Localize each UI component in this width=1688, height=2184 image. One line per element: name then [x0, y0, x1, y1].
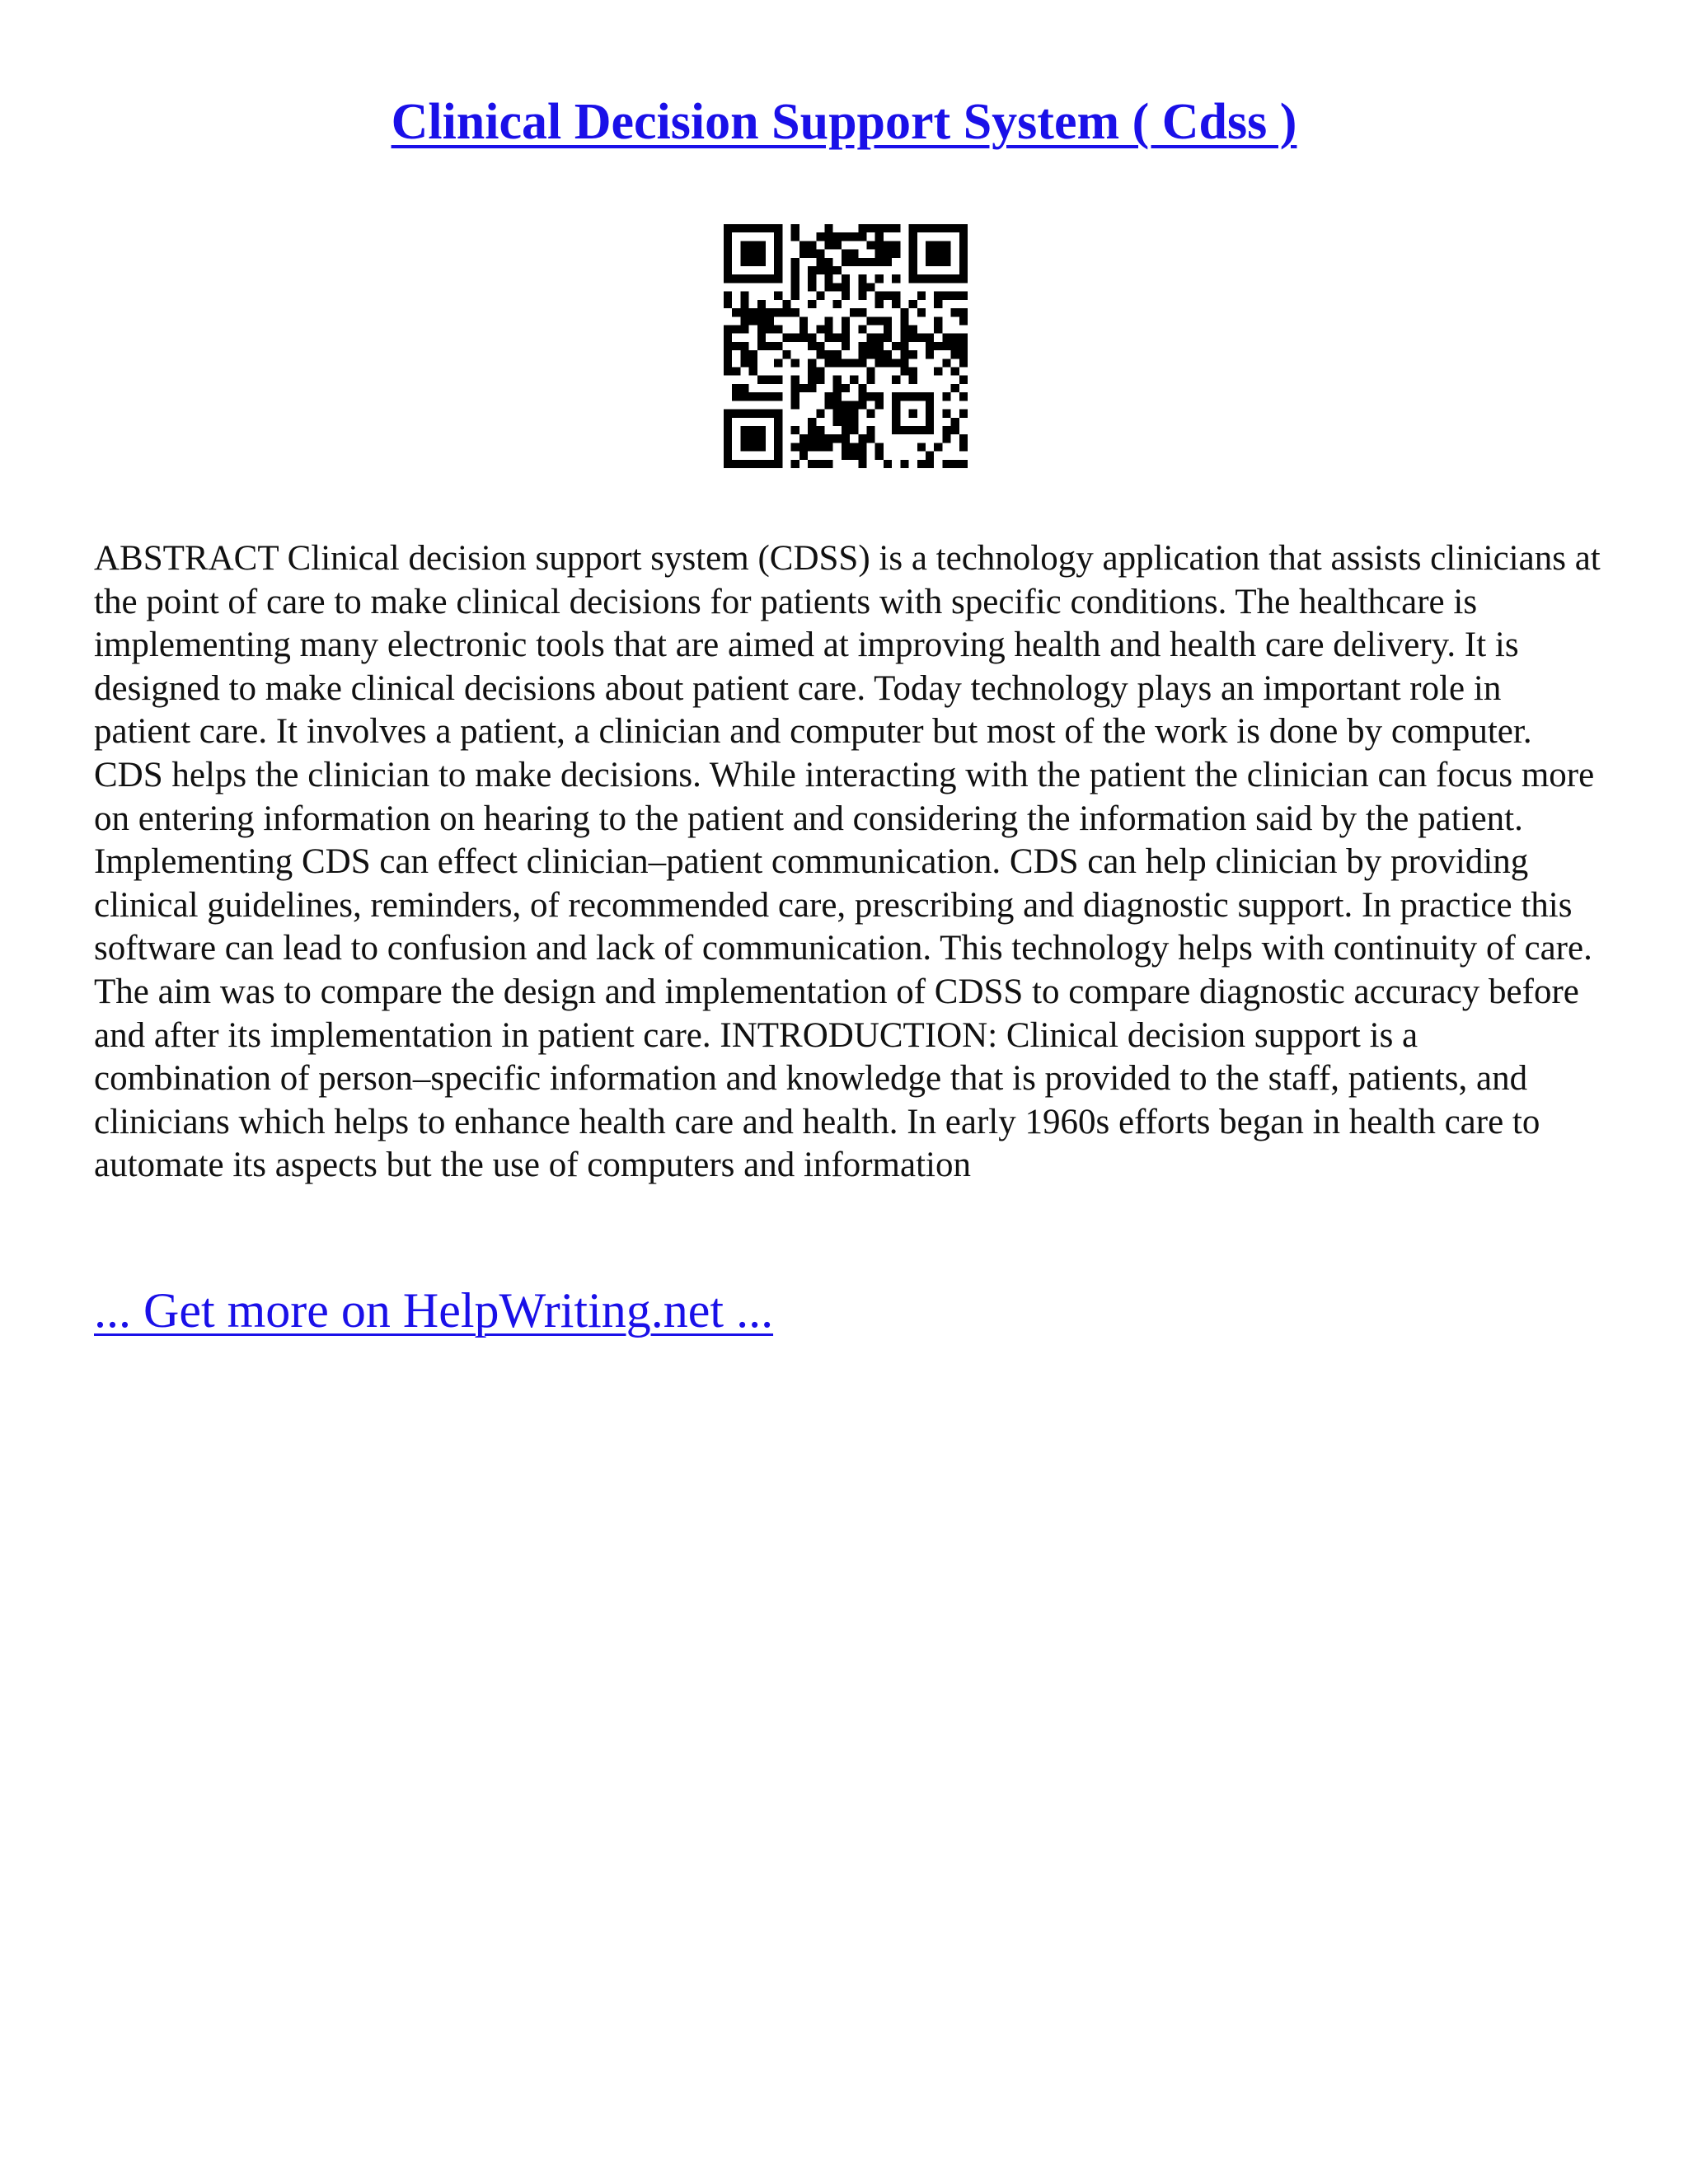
- title-link[interactable]: Clinical Decision Support System ( Cdss ): [391, 94, 1297, 150]
- get-more-link-container: [94, 1279, 773, 1342]
- qr-code-icon: [724, 224, 968, 468]
- get-more-link[interactable]: ... Get more on HelpWriting.net ...: [94, 1283, 774, 1338]
- page-title: [0, 89, 1688, 155]
- abstract-paragraph: ABSTRACT Clinical decision support system (CDSS) is a technology application that assists clinicians at the point of care to make clinical decisions for patients with specific conditions. The healthcare is implementing many electronic tools that are aimed at improving health and health care delivery. It is designed to make clinical decisions about patient care. Today technology plays an important role in patient care. It involves a patient, a clinician and computer but most of the work is done by computer. CDS helps the clinician to make decisions. While interacting with the patient the clinician can focus more on entering information on hearing to the patient and considering the information said by the patient. Implementing CDS can effect clinician–patient communication. CDS can help clinician by providing clinical guidelines, reminders, of recommended care, prescribing and diagnostic support. In practice this software can lead to confusion and lack of communication. This technology helps with continuity of care. The aim was to compare the design and implementation of CDSS to compare diagnostic accuracy before and after its implementation in patient care. INTRODUCTION: Clinical decision support is a combination of person–specific information and knowledge that is provided to the staff, patients, and clinicians which helps to enhance health care and health. In early 1960s efforts began in health care to automate its aspects but the use of computers and information: [94, 539, 1601, 1185]
